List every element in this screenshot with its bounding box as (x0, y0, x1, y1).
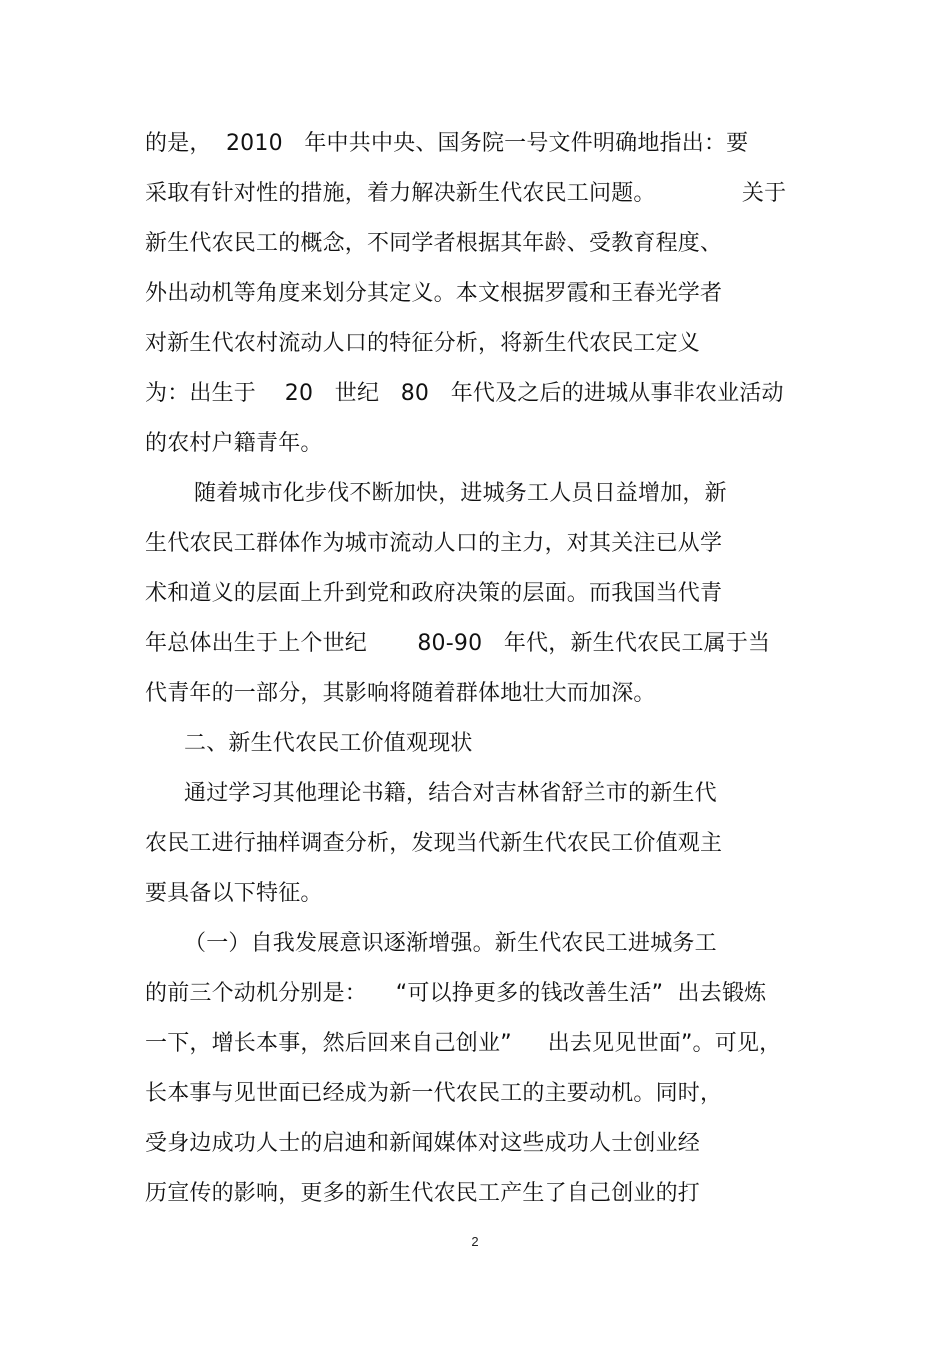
text-line: 代青年的一部分，其影响将随着群体地壮大而加深。 (145, 681, 656, 706)
paragraph-first-line: 随着城市化步伐不断加快，进城务工人员日益增加，新 (194, 481, 727, 506)
text-line: 年总体出生于上个世纪 80-90 年代，新生代农民工属于当 (145, 631, 771, 656)
text-line: 采取有针对性的措施，着力解决新生代农民工问题。 关于 (145, 181, 787, 206)
page-number: 2 (471, 1234, 479, 1249)
text-line: 术和道义的层面上升到党和政府决策的层面。而我国当代青 (145, 581, 723, 606)
text-line: 长本事与见世面已经成为新一代农民工的主要动机。同时， (145, 1081, 723, 1106)
text-line: 的前三个动机分别是： “可以挣更多的钱改善生活” 出去锻炼 (145, 981, 767, 1006)
text-line: 的农村户籍青年。 (145, 431, 323, 456)
text-line: 的是， 2010 年中共中央、国务院一号文件明确地指出：要 (145, 131, 749, 156)
subsection-first-line: （一）自我发展意识逐渐增强。新生代农民工进城务工 (184, 931, 717, 956)
text-line: 新生代农民工的概念，不同学者根据其年龄、受教育程度、 (145, 231, 723, 256)
section-heading: 二、新生代农民工价值观现状 (184, 731, 473, 756)
paragraph-first-line: 通过学习其他理论书籍，结合对吉林省舒兰市的新生代 (184, 781, 717, 806)
text-line: 为：出生于 20 世纪 80 年代及之后的进城从事非农业活动 (145, 381, 784, 406)
text-line: 生代农民工群体作为城市流动人口的主力，对其关注已从学 (145, 531, 723, 556)
text-line: 对新生代农村流动人口的特征分析，将新生代农民工定义 (145, 331, 701, 356)
text-line: 农民工进行抽样调查分析，发现当代新生代农民工价值观主 (145, 831, 723, 856)
text-line: 受身边成功人士的启迪和新闻媒体对这些成功人士创业经 (145, 1131, 701, 1156)
text-line: 要具备以下特征。 (145, 881, 323, 906)
text-line: 外出动机等角度来划分其定义。本文根据罗霞和王春光学者 (145, 281, 723, 306)
text-line: 一下，增长本事，然后回来自己创业” 出去见见世面”。可见， (145, 1031, 782, 1056)
text-line: 历宣传的影响，更多的新生代农民工产生了自己创业的打 (145, 1181, 701, 1206)
